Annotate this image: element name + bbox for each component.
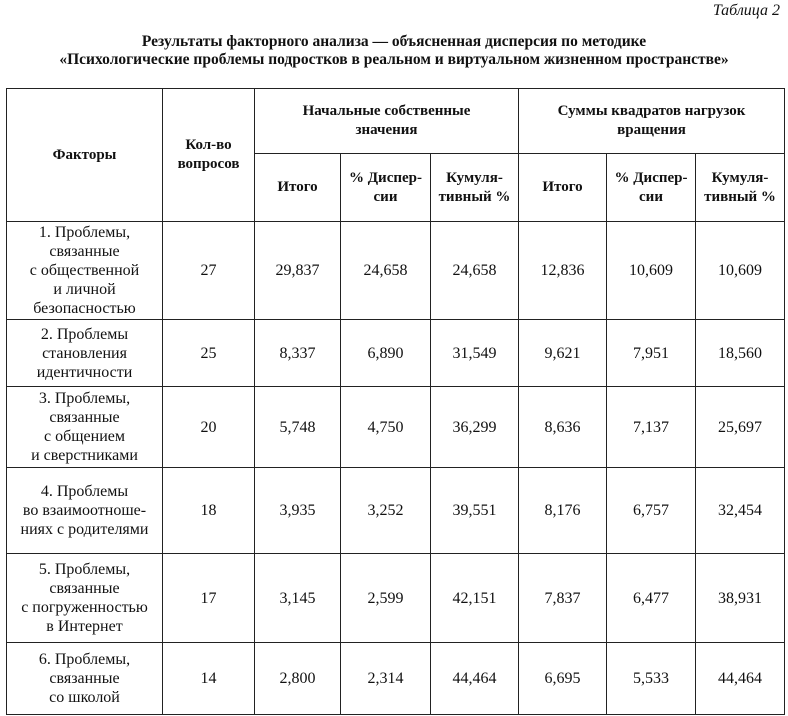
value-cell: 9,621 [519,320,607,387]
value-cell: 5,748 [255,387,341,468]
header-questions-line-1: Кол-во [185,137,232,153]
factor-line: 4. Проблемы [40,483,129,500]
value-cell: 6,477 [607,554,696,643]
value-cell: 2,314 [341,643,431,715]
value-cell: 7,137 [607,387,696,468]
header-group1-line-2: значения [355,122,418,138]
factor-line: со школой [49,689,120,706]
table-number-label: Таблица 2 [712,2,780,19]
subheader-variance-line-2: сии [639,188,663,205]
value-cell: 8,337 [255,320,341,387]
factor-line: 5. Проблемы, [38,561,131,578]
value-cell: 29,837 [255,222,341,320]
title-line-2: «Психологические проблемы подростков в реальном и виртуальном жизненном пространстве» [59,51,729,68]
factor-line: связанные [49,670,120,687]
factor-line: в Интернет [46,618,123,635]
factor-line: с общественной [29,262,140,279]
factor-line: 1. Проблемы, [38,224,131,241]
value-cell: 8,176 [519,468,607,554]
factor-line: связанные [49,409,120,426]
subheader-cumulative-1 [431,154,519,222]
factor-line: с погруженностью [21,599,148,616]
header-group2-line-2: вращения [617,122,686,138]
factor-line: и сверстниками [31,447,138,464]
factor-line: ниях с родителями [20,521,149,538]
subheader-total-2: Итого [519,154,607,222]
value-cell: 39,551 [431,468,519,554]
factor-cell [7,387,163,468]
subheader-cumulative-line-2: тивный % [704,188,776,205]
value-cell: 38,931 [696,554,785,643]
table-row [7,468,785,554]
title-line-1: Результаты факторного анализа — объясненная дисперсия по методике [141,33,647,50]
header-initial-eigenvalues [255,89,519,154]
header-questions-count [163,89,255,222]
value-cell: 5,533 [607,643,696,715]
subheader-cumulative-line-1: Кумуля- [446,169,503,186]
questions-cell: 17 [163,554,255,643]
value-cell: 3,935 [255,468,341,554]
value-cell: 24,658 [341,222,431,320]
factor-line: становления [42,344,127,362]
value-cell: 6,757 [607,468,696,554]
factor-line: безопасностью [33,300,136,317]
subheader-variance-line-1: % Диспер- [614,169,688,186]
factor-line: 2. Проблемы [40,325,129,343]
factor-cell [7,643,163,715]
value-cell: 18,560 [696,320,785,387]
subheader-cumulative-2 [696,154,785,222]
questions-cell: 25 [163,320,255,387]
factor-line: и личной [53,281,116,298]
value-cell: 12,836 [519,222,607,320]
factor-cell [7,468,163,554]
subheader-variance-1 [341,154,431,222]
value-cell: 42,151 [431,554,519,643]
header-rotation-sums [519,89,785,154]
questions-cell: 18 [163,468,255,554]
value-cell: 31,549 [431,320,519,387]
value-cell: 25,697 [696,387,785,468]
value-cell: 2,800 [255,643,341,715]
subheader-variance-2 [607,154,696,222]
value-cell: 32,454 [696,468,785,554]
header-group2-line-1: Суммы квадратов нагрузок [557,103,746,119]
value-cell: 10,609 [696,222,785,320]
subheader-cumulative-line-1: Кумуля- [711,169,769,186]
factor-line: связанные [49,243,120,260]
factor-cell [7,320,163,387]
value-cell: 6,890 [341,320,431,387]
questions-cell: 27 [163,222,255,320]
header-row-1 [7,89,785,154]
table-title [0,33,788,69]
factor-cell [7,554,163,643]
factor-line: 3. Проблемы, [38,390,131,407]
value-cell: 3,252 [341,468,431,554]
value-cell: 2,599 [341,554,431,643]
value-cell: 44,464 [431,643,519,715]
factor-line: связанные [49,580,120,597]
factor-analysis-table [6,88,785,715]
subheader-total-1: Итого [255,154,341,222]
factor-cell [7,222,163,320]
subheader-cumulative-line-2: тивный % [438,188,511,205]
value-cell: 7,837 [519,554,607,643]
factor-line: идентичности [36,363,133,381]
header-questions-line-2: вопросов [177,156,240,172]
value-cell: 36,299 [431,387,519,468]
value-cell: 4,750 [341,387,431,468]
value-cell: 3,145 [255,554,341,643]
table-row [7,387,785,468]
table-row [7,554,785,643]
table-row [7,222,785,320]
value-cell: 7,951 [607,320,696,387]
table-row [7,643,785,715]
table-row [7,320,785,387]
subheader-variance-line-2: сии [373,188,398,205]
value-cell: 44,464 [696,643,785,715]
factor-line: с общением [43,428,125,445]
factor-line: 6. Проблемы, [38,651,131,668]
value-cell: 24,658 [431,222,519,320]
questions-cell: 20 [163,387,255,468]
value-cell: 10,609 [607,222,696,320]
header-group1-line-1: Начальные собственные [302,103,471,119]
questions-cell: 14 [163,643,255,715]
factor-line: во взаимоотноше- [22,502,147,519]
header-factors: Факторы [7,89,163,222]
subheader-variance-line-1: % Диспер- [348,169,422,186]
value-cell: 6,695 [519,643,607,715]
value-cell: 8,636 [519,387,607,468]
